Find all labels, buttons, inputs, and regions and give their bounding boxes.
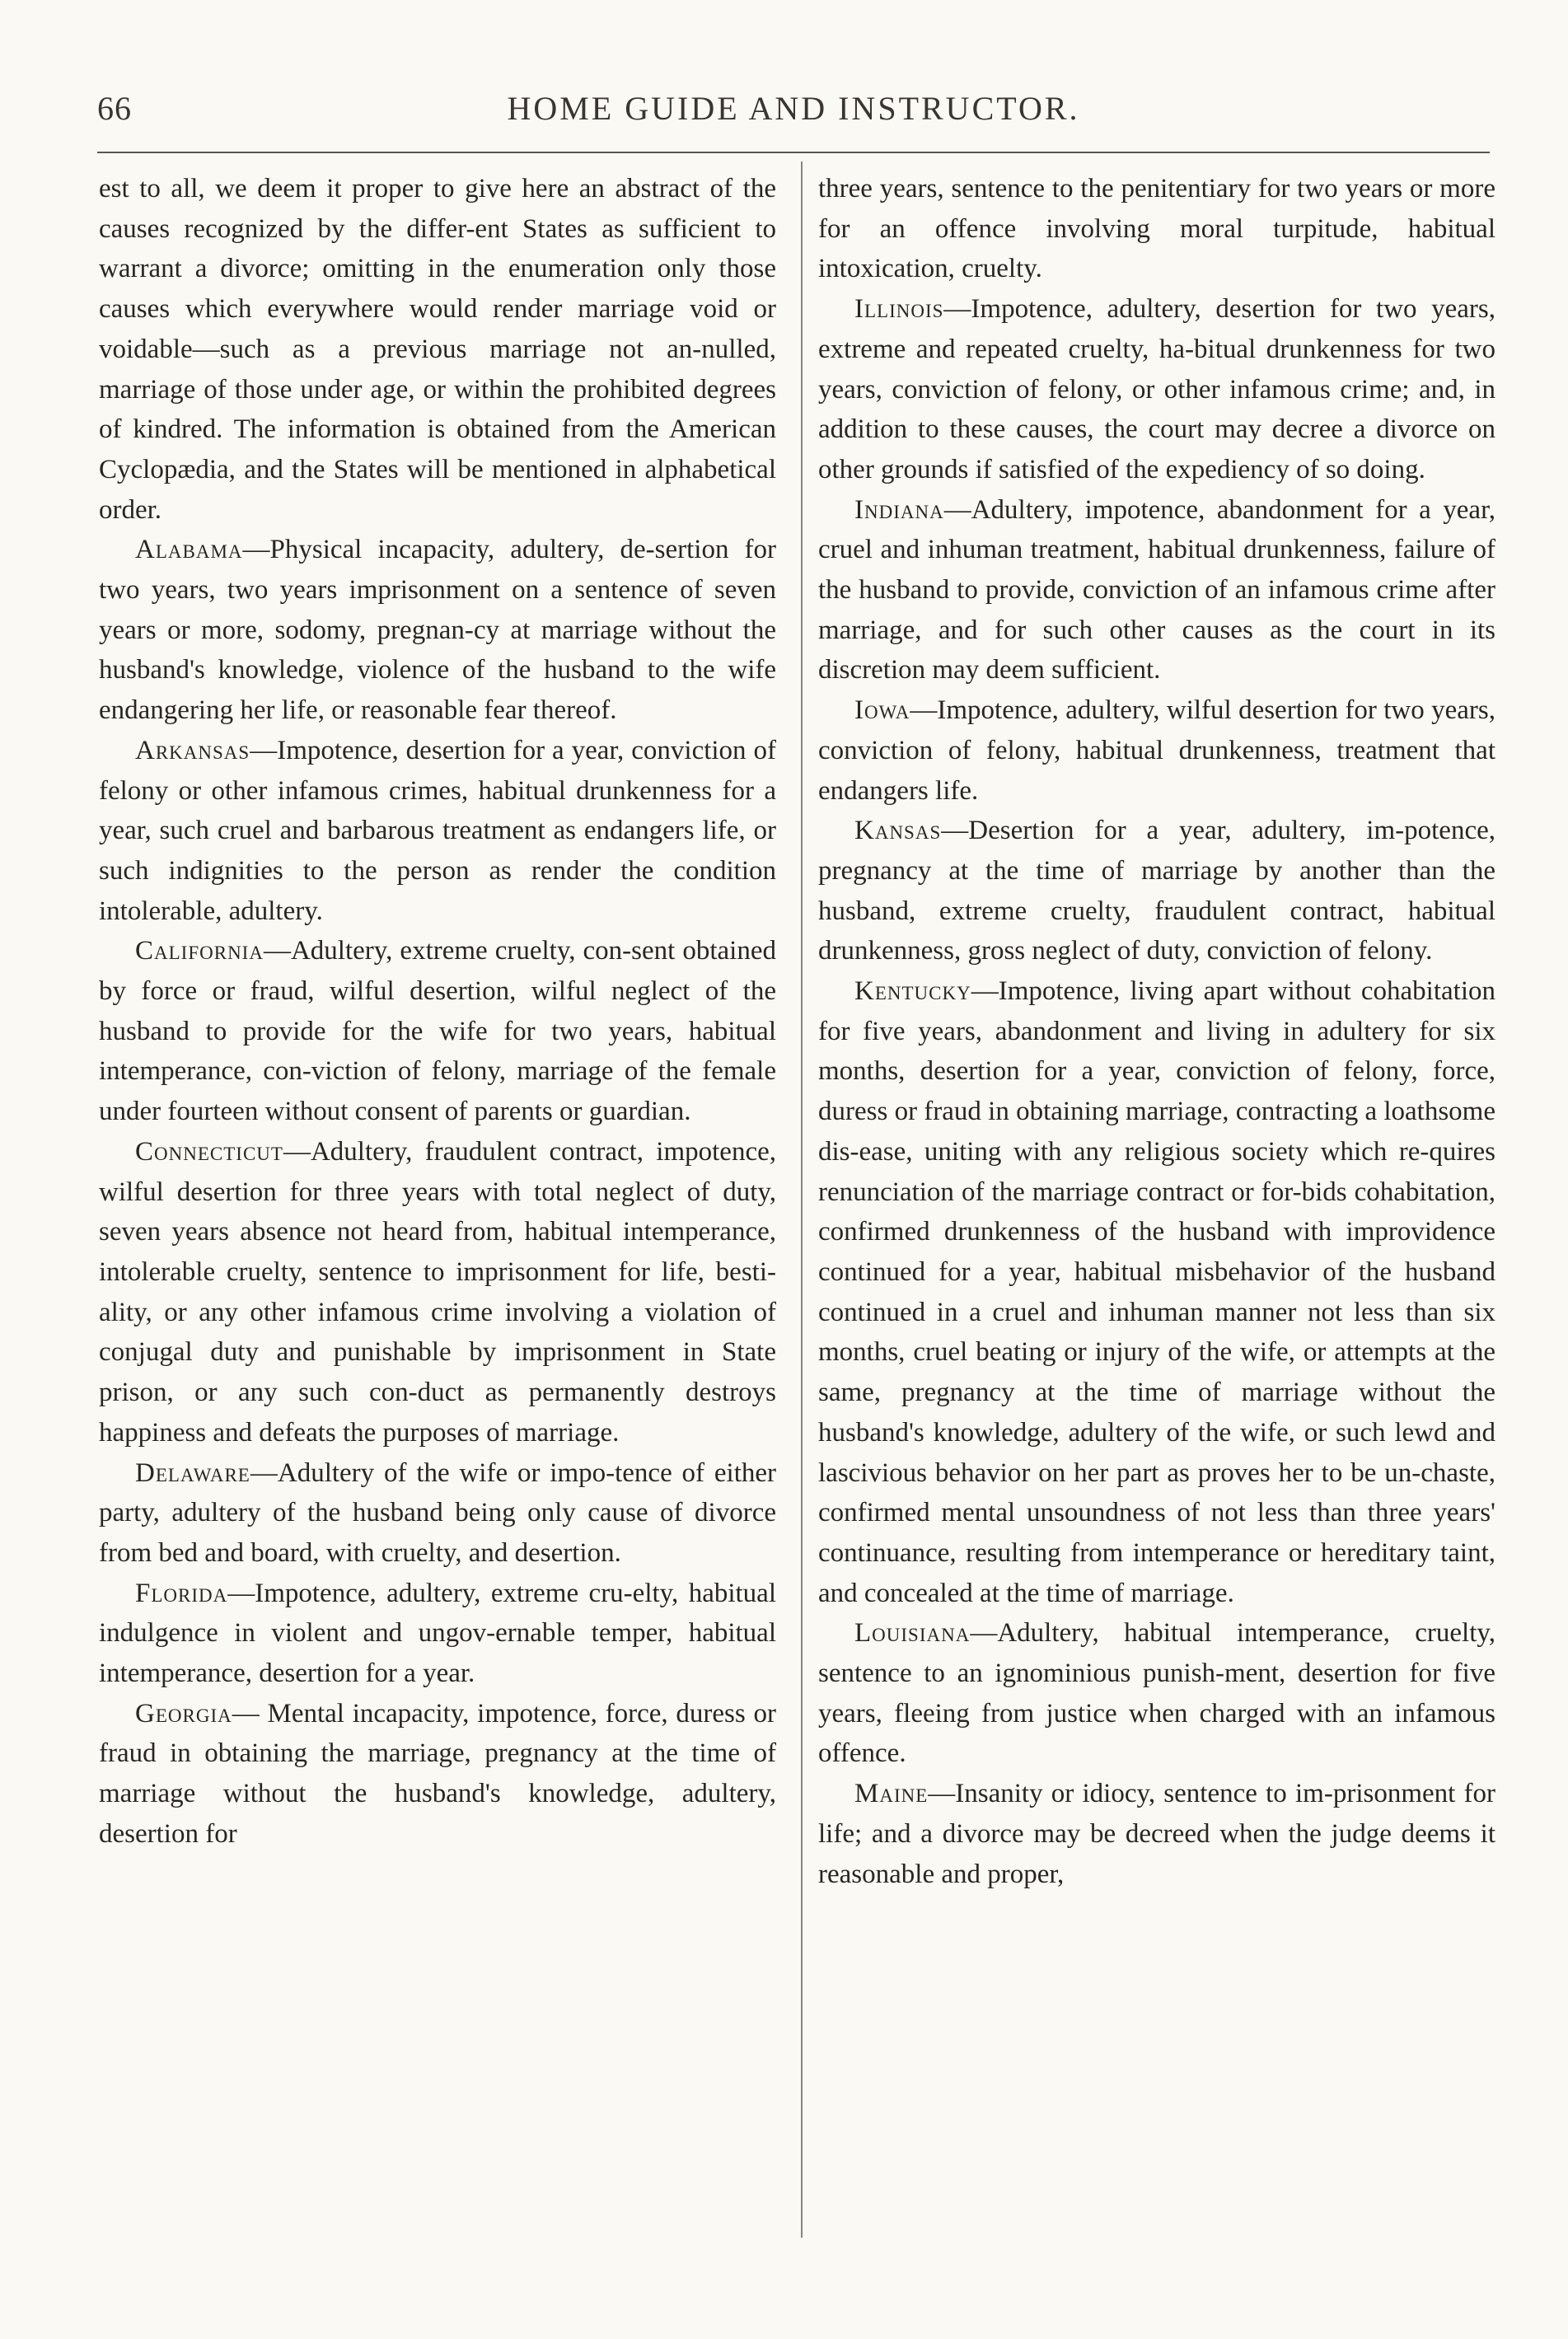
entry-georgia [99,1694,776,1855]
intro-paragraph: est to all, we deem it proper to give here an abstract of the causes recognized by the differ-ent States as sufficient to warrant a divorce; omitting in the enumeration only those causes which everywhere would render marriage void or voidable—such as a previous marriage not an-nulled, marriage of those under age, or within the prohibited degrees of kindred. The information is obtained from the American Cyclopædia, and the States will be mentioned in alphabetical order. [99,174,776,525]
state-name: Georgia [135,1698,232,1729]
entry-delaware [99,1453,776,1574]
entry-kansas [818,811,1495,971]
entry-illinois [818,289,1495,490]
entry-text: —Impotence, adultery, extreme cru-elty, habitual indulgence in violent and ungov-ernable temper, habitual intemperance, desertion for a year. [99,1578,776,1689]
entry-california [99,931,776,1132]
header-rule [97,152,1490,153]
state-name: Indiana [854,494,944,525]
entry-maine [818,1774,1495,1894]
state-name: Florida [135,1578,228,1608]
entry-text: — Mental incapacity, impotence, force, duress or fraud in obtaining the marriage, pregnancy at the time of marriage without the husband's knowledge, adultery, desertion for [99,1698,776,1849]
entry-arkansas [99,731,776,932]
state-name: Delaware [135,1457,250,1488]
column-divider [801,161,803,2238]
state-name: Louisiana [854,1618,971,1649]
page-number: 66 [97,90,132,127]
state-name: Maine [854,1779,929,1809]
entry-alabama [99,530,776,731]
entry-text: —Adultery, extreme cruelty, con-sent obtained by force or fraud, wilful desertion, wilful neglect of the husband to provide for the wife for two years, habitual intemperance, con-viction of felony, marriage of the female under fourteen without consent of parents or guardian. [99,936,776,1127]
entry-text: —Adultery, habitual intemperance, cruelty, sentence to an ignominious punish-ment, desertion for five years, fleeing from justice when charged with an infamous offence. [818,1618,1495,1769]
entry-florida [99,1574,776,1694]
state-name: Kansas [854,816,942,846]
state-name: Kentucky [854,976,971,1007]
entry-text: —Impotence, living apart without cohabitation for five years, abandonment and living in adultery for six months, desertion for a year, conviction of felony, force, duress or fraud in obtaining marriage, contracting a loathsome dis-ease, uniting with any religious society which re-quires renunciation of the marriage contract or for-bids cohabitation, confirmed drunkenness of the husband with improvidence continued for a year, habitual misbehavior of the husband continued in a cruel and inhuman manner not less than six months, cruel beating or injury of the wife, or attempts at the same, pregnancy at the time of marriage without the husband's knowledge, adultery of the wife, or such lewd and lascivious behavior on her part as proves her to be un-chaste, confirmed mental unsoundness of not less than three years' continuance, resulting from intemperance or hereditary taint, and concealed at the time of marriage. [818,976,1495,1608]
entry-indiana [818,490,1495,691]
entry-text: —Adultery, impotence, abandonment for a year, cruel and inhuman treatment, habitual drunkenness, failure of the husband to provide, conviction of an infamous crime after marriage, and for such other causes as the court in its discretion may deem sufficient. [818,494,1495,685]
state-name: California [135,936,264,966]
entry-louisiana [818,1613,1495,1774]
state-name: Alabama [135,535,243,565]
continuation-paragraph: three years, sentence to the penitentiary for two years or more for an offence involving moral turpitude, habitual intoxication, cruelty. [818,174,1495,284]
entry-text: —Impotence, adultery, desertion for two years, extreme and repeated cruelty, ha-bitual drunkenness for two years, conviction of felony, or other infamous crime; and, in addition to these causes, the court may decree a divorce on other grounds if satisfied of the expediency of so doing. [818,294,1495,484]
entry-connecticut [99,1132,776,1453]
entry-text: —Impotence, adultery, wilful desertion for two years, conviction of felony, habitual drunkenness, treatment that endangers life. [818,695,1495,806]
left-column [99,169,776,1855]
state-name: Illinois [854,294,944,325]
entry-text: —Desertion for a year, adultery, im-potence, pregnancy at the time of marriage by another than the husband, extreme cruelty, fraudulent contract, habitual drunkenness, gross neglect of duty, conviction of felony. [818,816,1495,966]
state-name: Connecticut [135,1136,283,1167]
entry-kentucky [818,971,1495,1613]
entry-text: —Impotence, desertion for a year, conviction of felony or other infamous crimes, habitual drunkenness for a year, such cruel and barbarous treatment as endangers life, or such indignities to the person as render the condition intolerable, adultery. [99,735,776,926]
running-title: HOME GUIDE AND INSTRUCTOR. [507,90,1080,127]
entry-text: —Physical incapacity, adultery, de-sertion for two years, two years imprisonment on a sentence of seven years or more, sodomy, pregnan-cy at marriage without the husband's knowledge, violence of the husband to the wife endangering her life, or reasonable fear thereof. [99,535,776,726]
entry-iowa [818,690,1495,811]
right-column [818,169,1495,1894]
entry-text: —Adultery of the wife or impo-tence of either party, adultery of the husband being only cause of divorce from bed and board, with cruelty, and desertion. [99,1457,776,1568]
page-header [97,89,1490,135]
entry-text: —Adultery, fraudulent contract, impotence, wilful desertion for three years with total neglect of duty, seven years absence not heard from, habitual intemperance, intolerable cruelty, sentence to imprisonment for life, besti-ality, or any other infamous crime involving a violation of conjugal duty and punishable by imprisonment in State prison, or any such con-duct as permanently destroys happiness and defeats the purposes of marriage. [99,1136,776,1448]
state-name: Arkansas [135,735,250,765]
state-name: Iowa [854,695,910,726]
entry-text: —Insanity or idiocy, sentence to im-prisonment for life; and a divorce may be decreed when the judge deems it reasonable and proper, [818,1779,1495,1889]
